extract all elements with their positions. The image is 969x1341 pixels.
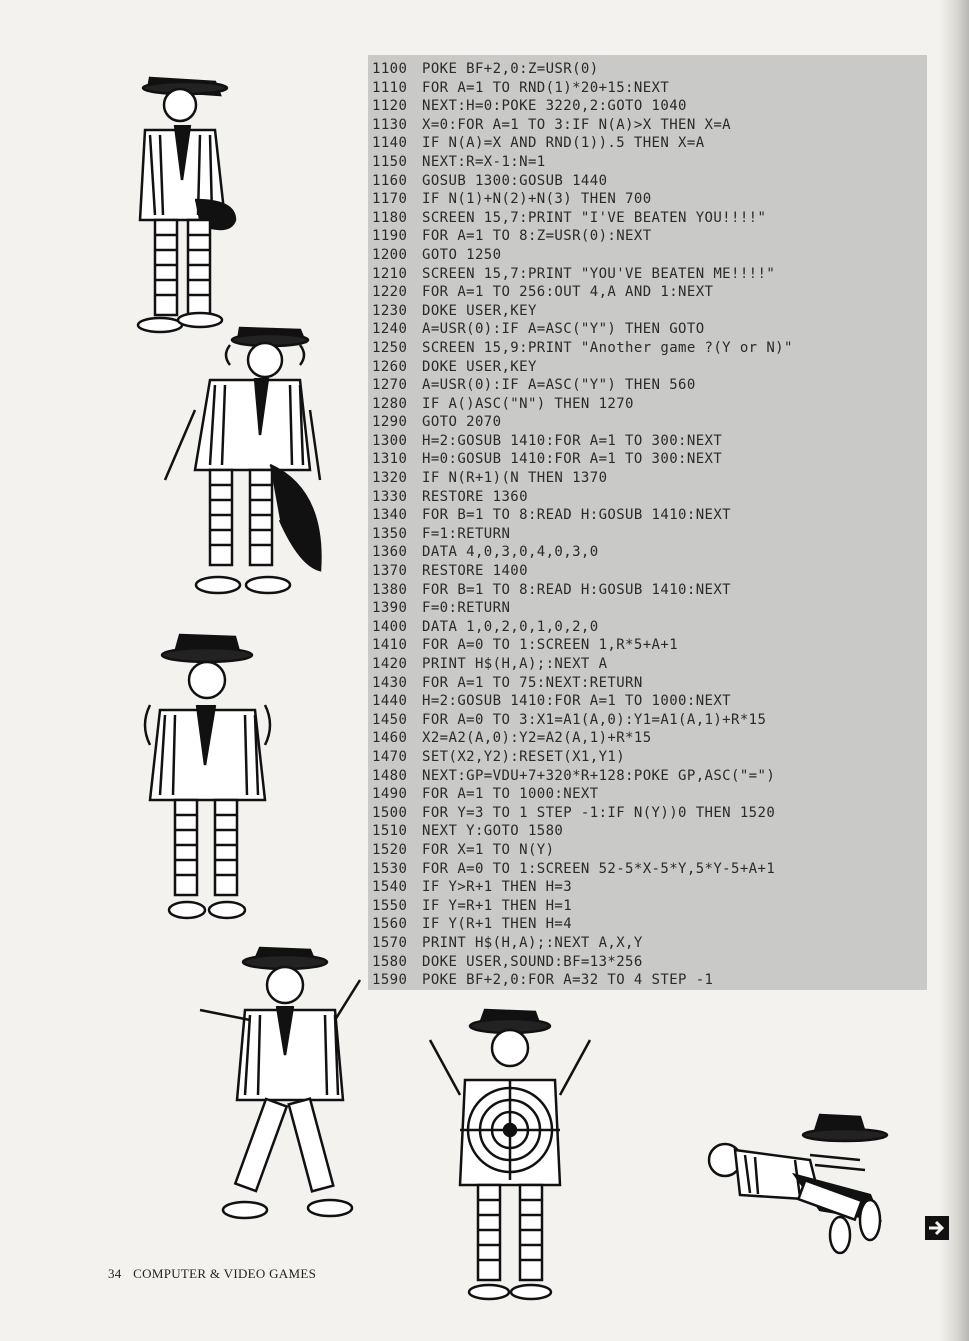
line-number: 1140	[372, 135, 408, 152]
code-line	[372, 748, 924, 767]
line-number: 1220	[372, 284, 408, 301]
line-number: 1580	[372, 953, 408, 970]
code-line	[372, 172, 924, 191]
line-number: 1470	[372, 748, 408, 765]
code-text: DOKE USER,KEY	[422, 358, 537, 375]
code-text: IF A()ASC("N") THEN 1270	[422, 395, 634, 412]
code-text: FOR X=1 TO N(Y)	[422, 841, 555, 858]
code-text: IF Y>R+1 THEN H=3	[422, 879, 573, 896]
code-line	[372, 599, 924, 618]
code-text: NEXT Y:GOTO 1580	[422, 823, 564, 840]
gangster-nervous-icon	[150, 320, 335, 610]
line-number: 1160	[372, 172, 408, 189]
gangster-pocket-icon	[100, 60, 245, 345]
page-footer	[108, 1266, 316, 1282]
line-number: 1420	[372, 656, 408, 672]
code-text: GOSUB 1300:GOSUB 1440	[422, 172, 608, 189]
line-number: 1290	[372, 414, 408, 431]
code-text: FOR B=1 TO 8:READ H:GOSUB 1410:NEXT	[422, 581, 732, 598]
code-line	[372, 116, 924, 135]
code-line	[372, 265, 924, 284]
code-text: PRINT H$(H,A);:NEXT A	[422, 656, 608, 672]
code-text: FOR A=0 TO 1:SCREEN 1,R*5+A+1	[422, 637, 679, 654]
line-number: 1250	[372, 339, 408, 356]
line-number: 1410	[372, 637, 408, 654]
code-text: IF Y(R+1 THEN H=4	[422, 916, 573, 933]
line-number: 1520	[372, 841, 408, 858]
code-line	[372, 190, 924, 209]
code-text: A=USR(0):IF A=ASC("Y") THEN 560	[422, 377, 696, 394]
code-text: FOR A=1 TO 256:OUT 4,A AND 1:NEXT	[422, 284, 714, 301]
line-number: 1460	[372, 730, 408, 747]
line-number: 1480	[372, 767, 408, 784]
line-number: 1280	[372, 395, 408, 412]
code-text: IF N(R+1)(N THEN 1370	[422, 470, 608, 487]
code-line	[372, 711, 924, 730]
code-line	[372, 432, 924, 451]
code-line	[372, 674, 924, 693]
code-text: F=1:RETURN	[422, 525, 511, 542]
line-number: 1430	[372, 674, 408, 691]
code-text: SCREEN 15,7:PRINT "YOU'VE BEATEN ME!!!!"	[422, 265, 776, 282]
code-text: IF Y=R+1 THEN H=1	[422, 897, 573, 914]
line-number: 1120	[372, 98, 408, 115]
line-number: 1230	[372, 302, 408, 319]
code-text: NEXT:GP=VDU+7+320*R+128:POKE GP,ASC("=")	[422, 767, 776, 784]
code-text: X=0:FOR A=1 TO 3:IF N(A)>X THEN X=A	[422, 116, 732, 133]
code-line	[372, 413, 924, 432]
code-line	[372, 897, 924, 916]
code-text: FOR A=1 TO 75:NEXT:RETURN	[422, 674, 643, 691]
line-number: 1100	[372, 61, 408, 77]
code-line	[372, 153, 924, 172]
code-line	[372, 283, 924, 302]
code-line	[372, 376, 924, 395]
code-line	[372, 729, 924, 748]
code-text: FOR A=1 TO 8:Z=USR(0):NEXT	[422, 228, 652, 245]
code-text: FOR Y=3 TO 1 STEP -1:IF N(Y))0 THEN 1520	[422, 804, 776, 821]
line-number: 1330	[372, 488, 408, 505]
code-line	[372, 767, 924, 786]
code-line	[372, 562, 924, 581]
code-line	[372, 209, 924, 228]
code-line	[372, 618, 924, 637]
code-line	[372, 785, 924, 804]
code-line	[372, 525, 924, 544]
page-edge-shadow	[939, 0, 969, 1341]
code-line	[372, 841, 924, 860]
line-number: 1440	[372, 693, 408, 710]
line-number: 1300	[372, 432, 408, 449]
line-number: 1400	[372, 618, 408, 635]
code-text: DATA 1,0,2,0,1,0,2,0	[422, 618, 599, 635]
code-text: DOKE USER,SOUND:BF=13*256	[422, 953, 643, 970]
line-number: 1590	[372, 972, 408, 989]
line-number: 1350	[372, 525, 408, 542]
line-number: 1490	[372, 786, 408, 803]
code-line	[372, 506, 924, 525]
line-number: 1380	[372, 581, 408, 598]
line-number: 1170	[372, 191, 408, 208]
code-text: FOR A=0 TO 1:SCREEN 52-5*X-5*Y,5*Y-5+A+1	[422, 860, 776, 877]
line-number: 1450	[372, 711, 408, 728]
line-number: 1390	[372, 600, 408, 617]
code-text: POKE BF+2,0:FOR A=32 TO 4 STEP -1	[422, 972, 714, 989]
code-line	[372, 227, 924, 246]
line-number: 1150	[372, 153, 408, 170]
code-text: POKE BF+2,0:Z=USR(0)	[422, 61, 599, 77]
code-line	[372, 302, 924, 321]
line-number: 1540	[372, 879, 408, 896]
code-line	[372, 971, 924, 990]
line-number: 1500	[372, 804, 408, 821]
code-text: IF N(1)+N(2)+N(3) THEN 700	[422, 191, 652, 208]
line-number: 1320	[372, 470, 408, 487]
code-text: SCREEN 15,7:PRINT "I'VE BEATEN YOU!!!!"	[422, 209, 767, 226]
code-line	[372, 60, 924, 79]
page-number: 34	[108, 1266, 122, 1281]
code-line	[372, 339, 924, 358]
line-number: 1340	[372, 507, 408, 524]
code-line	[372, 97, 924, 116]
code-line	[372, 246, 924, 265]
gangster-fallen-icon	[700, 1105, 890, 1260]
code-line	[372, 79, 924, 98]
line-number: 1560	[372, 916, 408, 933]
code-text: GOTO 1250	[422, 246, 502, 263]
code-text: NEXT:R=X-1:N=1	[422, 153, 546, 170]
code-line	[372, 134, 924, 153]
code-text: FOR A=1 TO 1000:NEXT	[422, 786, 599, 803]
line-number: 1130	[372, 116, 408, 133]
code-text: RESTORE 1360	[422, 488, 528, 505]
code-text: FOR B=1 TO 8:READ H:GOSUB 1410:NEXT	[422, 507, 732, 524]
code-line	[372, 450, 924, 469]
code-text: PRINT H$(H,A);:NEXT A,X,Y	[422, 934, 643, 951]
gangster-target-icon	[410, 1000, 610, 1305]
line-number: 1200	[372, 246, 408, 263]
code-text: X2=A2(A,0):Y2=A2(A,1)+R*15	[422, 730, 652, 747]
line-number: 1370	[372, 563, 408, 580]
line-number: 1530	[372, 860, 408, 877]
code-text: DATA 4,0,3,0,4,0,3,0	[422, 544, 599, 561]
code-text: RESTORE 1400	[422, 563, 528, 580]
line-number: 1270	[372, 377, 408, 394]
code-line	[372, 469, 924, 488]
code-line	[372, 320, 924, 339]
next-page-arrow-icon[interactable]	[925, 1216, 949, 1240]
code-line	[372, 358, 924, 377]
code-line	[372, 543, 924, 562]
code-text: A=USR(0):IF A=ASC("Y") THEN GOTO	[422, 321, 705, 338]
code-line	[372, 860, 924, 879]
code-text: FOR A=0 TO 3:X1=A1(A,0):Y1=A1(A,1)+R*15	[422, 711, 767, 728]
gangster-thinking-icon	[115, 625, 295, 925]
code-text: DOKE USER,KEY	[422, 302, 537, 319]
code-line	[372, 804, 924, 823]
code-text: F=0:RETURN	[422, 600, 511, 617]
code-text: IF N(A)=X AND RND(1)).5 THEN X=A	[422, 135, 705, 152]
gangster-startled-icon	[195, 940, 375, 1230]
code-text: SCREEN 15,9:PRINT "Another game ?(Y or N)"	[422, 339, 793, 356]
line-number: 1510	[372, 823, 408, 840]
code-line	[372, 934, 924, 953]
line-number: 1110	[372, 79, 408, 96]
code-text: SET(X2,Y2):RESET(X1,Y1)	[422, 748, 626, 765]
line-number: 1180	[372, 209, 408, 226]
code-line	[372, 953, 924, 972]
code-line	[372, 915, 924, 934]
line-number: 1190	[372, 228, 408, 245]
code-text: FOR A=1 TO RND(1)*20+15:NEXT	[422, 79, 670, 96]
code-line	[372, 655, 924, 674]
line-number: 1550	[372, 897, 408, 914]
line-number: 1260	[372, 358, 408, 375]
line-number: 1310	[372, 451, 408, 468]
code-text: H=2:GOSUB 1410:FOR A=1 TO 300:NEXT	[422, 432, 723, 449]
line-number: 1570	[372, 934, 408, 951]
code-text: H=2:GOSUB 1410:FOR A=1 TO 1000:NEXT	[422, 693, 732, 710]
code-line	[372, 581, 924, 600]
line-number: 1210	[372, 265, 408, 282]
code-line	[372, 692, 924, 711]
basic-listing	[372, 60, 924, 990]
magazine-title: COMPUTER & VIDEO GAMES	[133, 1266, 317, 1281]
code-text: GOTO 2070	[422, 414, 502, 431]
code-line	[372, 822, 924, 841]
code-line	[372, 878, 924, 897]
line-number: 1240	[372, 321, 408, 338]
code-text: NEXT:H=0:POKE 3220,2:GOTO 1040	[422, 98, 687, 115]
code-line	[372, 488, 924, 507]
code-line	[372, 636, 924, 655]
line-number: 1360	[372, 544, 408, 561]
code-text: H=0:GOSUB 1410:FOR A=1 TO 300:NEXT	[422, 451, 723, 468]
code-line	[372, 395, 924, 414]
